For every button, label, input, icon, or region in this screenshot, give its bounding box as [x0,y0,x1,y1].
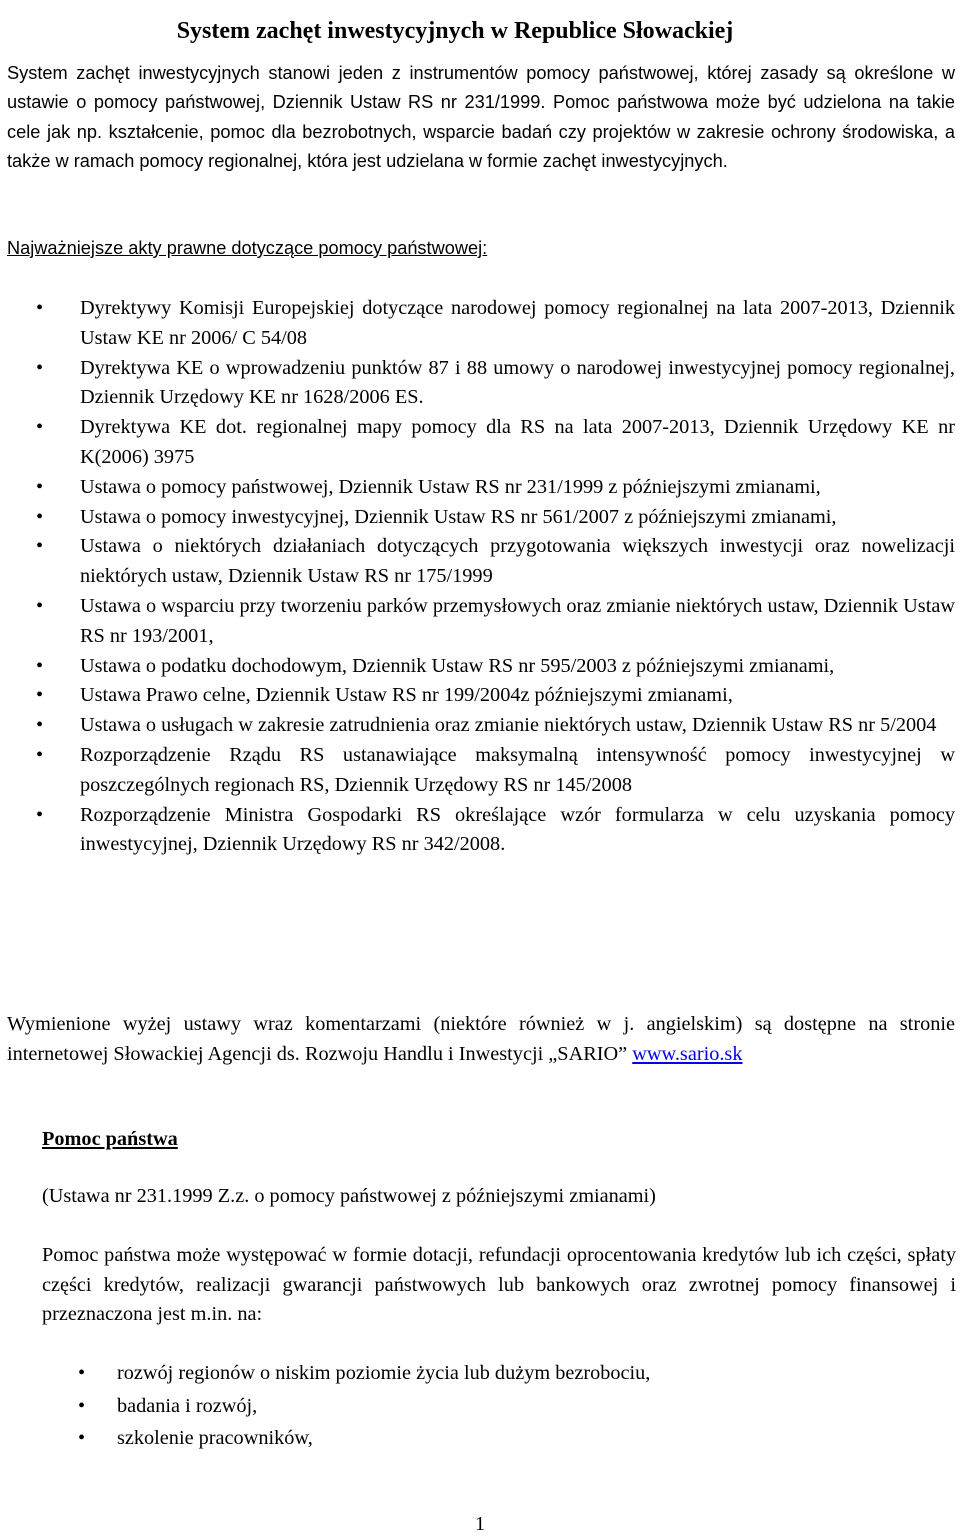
document-title: System zachęt inwestycyjnych w Republice Słowackiej [176,18,734,45]
bullet-icon: • [36,535,44,558]
bullet-icon: • [36,475,44,498]
list-item-text: Ustawa o pomocy inwestycyjnej, Dziennik Ustaw RS nr 561/2007 z późniejszymi zmianami, [80,505,837,528]
closing-text: Wymienione wyżej ustawy wraz komentarzami (niektóre również w j. angielskim) są dostępne na stronie internetowej Słowackiej Agencji ds. Rozwoju Handlu i Inwestycji „SARIO” [7,1013,955,1065]
bullet-icon: • [78,1427,86,1449]
list-item [0,681,955,711]
list-item [0,801,955,861]
bullet-icon: • [36,654,44,677]
list-item [0,741,955,801]
list-item [0,413,955,473]
list-item-text: Dyrektywy Komisji Europejskiej dotyczące narodowej pomocy regionalnej na lata 2007-2013, Dziennik Ustaw KE nr 2006/ C 54/08 [80,297,955,349]
bullet-icon: • [78,1362,86,1384]
page-number: 1 [475,1513,485,1535]
bullet-icon: • [36,743,44,766]
list-item [0,503,955,533]
list-item-text: szkolenie pracowników, [117,1427,313,1449]
state-aid-act-reference: (Ustawa nr 231.1999 Z.z. o pomocy państwowej z późniejszymi zmianami) [42,1185,656,1207]
bullet-icon: • [36,416,44,439]
legal-acts-heading: Najważniejsze akty prawne dotyczące pomocy państwowej: [7,238,488,258]
list-item-text: rozwój regionów o niskim poziomie życia lub dużym bezrobociu, [117,1362,651,1384]
list-item-text: Dyrektywa KE dot. regionalnej mapy pomocy dla RS na lata 2007-2013, Dziennik Urzędowy KE nr K(2006) 3975 [80,416,955,468]
bullet-icon: • [78,1394,86,1417]
list-item [0,1357,650,1390]
sario-link[interactable]: www.sario.sk [632,1042,743,1065]
bullet-icon: • [36,684,44,707]
legal-acts-list [0,294,955,860]
bullet-icon: • [36,714,44,737]
list-item-text: Dyrektywa KE o wprowadzeniu punktów 87 i 88 umowy o narodowej inwestycyjnej pomocy regionalnej, Dziennik Urzędowy KE nr 1628/2006 ES. [80,356,955,409]
bullet-icon: • [36,297,44,319]
bullet-icon: • [36,505,44,528]
purposes-list [0,1357,650,1455]
list-item [0,354,955,414]
state-aid-heading: Pomoc państwa [42,1128,178,1150]
list-item [0,592,955,652]
state-aid-forms-paragraph: Pomoc państwa może występować w formie dotacji, refundacji oprocentowania kredytów lub ich części, spłaty części kredytów, realizacji gwarancji państwowych lub bankowych oraz zwrotnej pomocy finansowej i przeznaczona jest m.in. na: [42,1244,956,1325]
list-item [0,473,955,503]
list-item [0,532,955,592]
intro-paragraph: System zachęt inwestycyjnych stanowi jeden z instrumentów pomocy państwowej, której zasady są określone w ustawie o pomocy państwowej, Dziennik Ustaw RS nr 231/1999. Pomoc państwowa może być udzielona na takie cele jak np. kształcenie, pomoc dla bezrobotnych, wsparcie badań czy projektów w zakresie ochrony środowiska, a także w ramach pomocy regionalnej, która jest udzielana w formie zachęt inwestycyjnych. [7,63,955,171]
list-item-text: Ustawa o pomocy państwowej, Dziennik Ustaw RS nr 231/1999 z późniejszymi zmianami, [80,475,821,498]
list-item-text: badania i rozwój, [117,1394,258,1417]
list-item [0,652,955,682]
list-item-text: Ustawa Prawo celne, Dziennik Ustaw RS nr 199/2004z późniejszymi zmianami, [80,684,733,707]
list-item-text: Ustawa o usługach w zakresie zatrudnienia oraz zmianie niektórych ustaw, Dziennik Ustaw RS nr 5/2004 [80,714,937,737]
list-item [0,294,955,354]
list-item-text: Rozporządzenie Ministra Gospodarki RS określające wzór formularza w celu uzyskania pomocy inwestycyjnej, Dziennik Urzędowy RS nr 342/2008. [80,803,955,856]
list-item-text: Ustawa o niektórych działaniach dotyczących przygotowania większych inwestycji oraz nowelizacji niektórych ustaw, Dziennik Ustaw RS nr 175/1999 [80,535,955,588]
list-item [0,1422,650,1455]
list-item [0,1390,650,1423]
list-item-text: Ustawa o wsparciu przy tworzeniu parków przemysłowych oraz zmianie niektórych ustaw, Dziennik Ustaw RS nr 193/2001, [80,594,955,647]
list-item [0,711,955,741]
closing-paragraph [7,1010,955,1069]
list-item-text: Ustawa o podatku dochodowym, Dziennik Ustaw RS nr 595/2003 z późniejszymi zmianami, [80,654,835,677]
list-item-text: Rozporządzenie Rządu RS ustanawiające maksymalną intensywność pomocy inwestycyjnej w poszczególnych regionach RS, Dziennik Urzędowy RS nr 145/2008 [80,743,955,796]
bullet-icon: • [36,356,44,379]
bullet-icon: • [36,594,44,617]
bullet-icon: • [36,803,44,826]
